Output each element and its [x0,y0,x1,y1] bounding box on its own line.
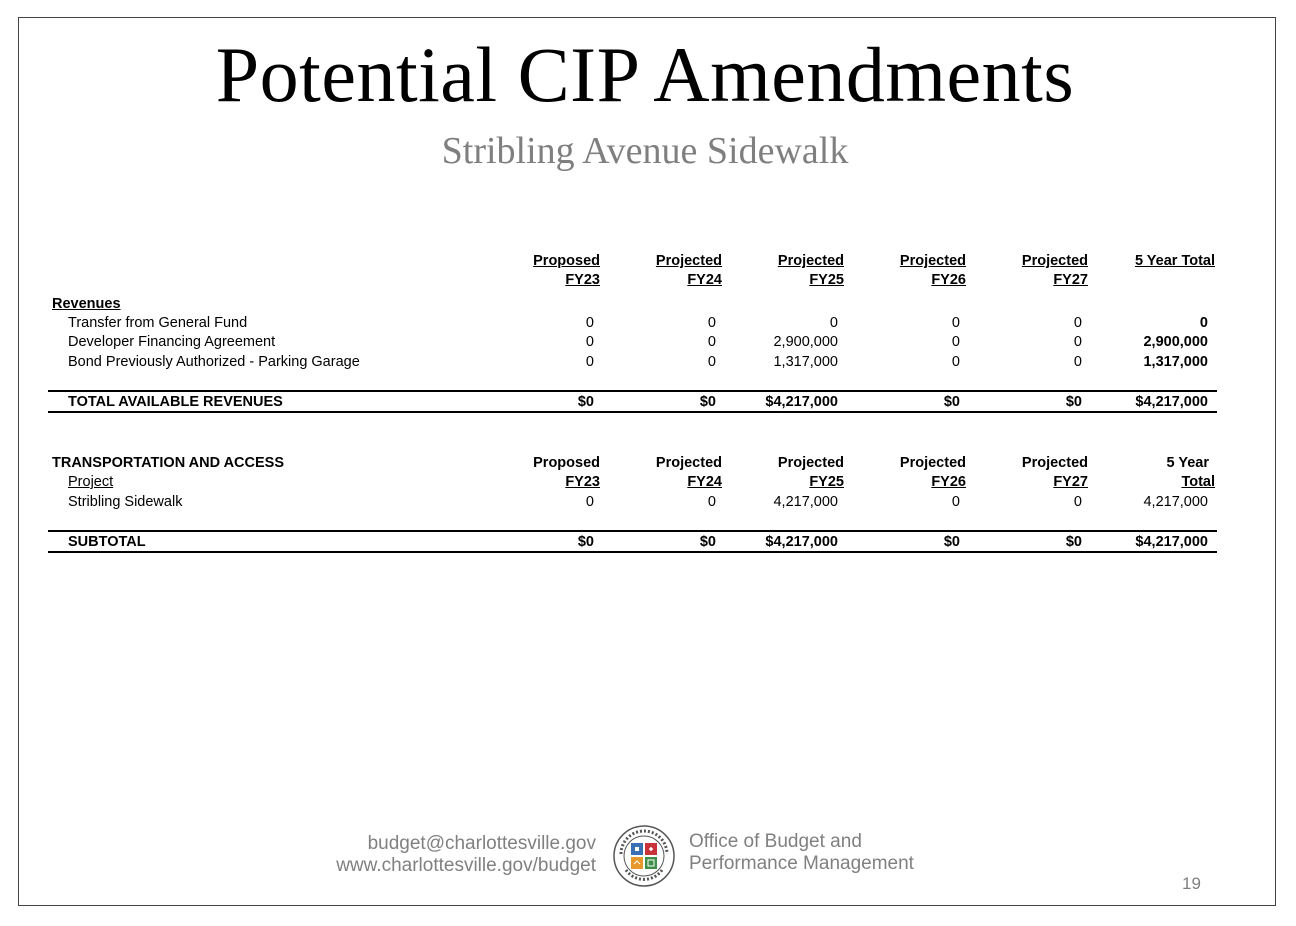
rev-header-fy24-line2: FY24 [687,272,722,288]
revenue-cell: 0 [1073,354,1082,370]
city-seal-icon [612,824,676,888]
proj-header-fy24-line2: FY24 [687,474,722,490]
project-cell: 4,217,000 [773,494,838,510]
revenue-cell-total: 1,317,000 [1143,354,1208,370]
subtotal-label: SUBTOTAL [68,534,146,550]
rev-header-fy23-line2: FY23 [565,272,600,288]
rev-header-fy27-line2: FY27 [1053,272,1088,288]
revenue-cell: 0 [951,354,960,370]
page-number: 19 [1182,874,1201,893]
footer-office-line1: Office of Budget and [689,831,862,852]
proj-header-total-line1: 5 Year [1166,455,1209,471]
subtotal-bottom-rule [48,551,1217,553]
revenues-section-label: Revenues [52,296,121,312]
project-cell: 0 [707,494,716,510]
project-row-label: Stribling Sidewalk [68,494,183,510]
total-revenues-cell: $0 [699,394,716,410]
subtotal-cell: $0 [577,534,594,550]
page-subtitle: Stribling Avenue Sidewalk [441,130,849,172]
total-revenues-cell: $0 [577,394,594,410]
proj-header-fy23-line1: Proposed [533,455,600,471]
projects-section-label: TRANSPORTATION AND ACCESS [52,455,284,471]
proj-header-fy26-line1: Projected [899,455,966,471]
footer-website: www.charlottesville.gov/budget [336,855,596,876]
total-bottom-rule [48,411,1217,413]
revenue-cell: 0 [1073,315,1082,331]
total-revenues-cell: $0 [1065,394,1082,410]
rev-header-fy26-line2: FY26 [931,272,966,288]
page-title: Potential CIP Amendments [215,31,1075,118]
revenue-cell: 0 [707,354,716,370]
rev-header-fy27-line1: Projected [1021,253,1088,269]
subtotal-cell: $4,217,000 [1135,534,1208,550]
revenue-cell: 0 [585,354,594,370]
proj-header-fy24-line1: Projected [655,455,722,471]
project-cell: 0 [951,494,960,510]
proj-header-fy23-line2: FY23 [565,474,600,490]
total-revenues-label: TOTAL AVAILABLE REVENUES [68,394,283,410]
revenue-cell: 2,900,000 [773,334,838,350]
revenue-cell: 0 [585,334,594,350]
footer-email: budget@charlottesville.gov [367,833,596,854]
revenue-cell: 0 [707,315,716,331]
proj-header-fy27-line2: FY27 [1053,474,1088,490]
proj-header-fy25-line1: Projected [777,455,844,471]
total-revenues-cell: $4,217,000 [765,394,838,410]
rev-header-fy26-line1: Projected [899,253,966,269]
revenue-cell: 0 [829,315,838,331]
rev-header-fy23-line1: Proposed [533,253,600,269]
proj-header-fy25-line2: FY25 [809,474,844,490]
subtotal-cell: $0 [1065,534,1082,550]
footer-office-line2: Performance Management [689,853,914,874]
rev-header-total: 5 Year Total [1134,253,1215,269]
project-cell-total: 4,217,000 [1143,494,1208,510]
revenue-cell-total: 0 [1199,315,1208,331]
rev-header-fy25-line2: FY25 [809,272,844,288]
rev-header-fy24-line1: Projected [655,253,722,269]
revenue-cell-total: 2,900,000 [1143,334,1208,350]
revenue-cell: 0 [585,315,594,331]
revenue-cell: 0 [1073,334,1082,350]
revenue-cell: 1,317,000 [773,354,838,370]
revenue-row-label: Bond Previously Authorized - Parking Garage [68,354,360,370]
rev-header-fy25-line1: Projected [777,253,844,269]
revenue-cell: 0 [951,334,960,350]
revenue-cell: 0 [707,334,716,350]
proj-header-total-line2: Total [1181,474,1215,490]
revenue-cell: 0 [951,315,960,331]
subtotal-cell: $0 [699,534,716,550]
revenue-row-label: Developer Financing Agreement [68,334,276,350]
projects-sub-label: Project [68,474,114,490]
proj-header-fy26-line2: FY26 [931,474,966,490]
proj-header-fy27-line1: Projected [1021,455,1088,471]
total-revenues-cell: $4,217,000 [1135,394,1208,410]
total-top-rule [48,390,1217,392]
subtotal-top-rule [48,530,1217,532]
project-cell: 0 [585,494,594,510]
subtotal-cell: $0 [943,534,960,550]
total-revenues-cell: $0 [943,394,960,410]
revenue-row-label: Transfer from General Fund [68,315,248,331]
project-cell: 0 [1073,494,1082,510]
subtotal-cell: $4,217,000 [765,534,838,550]
